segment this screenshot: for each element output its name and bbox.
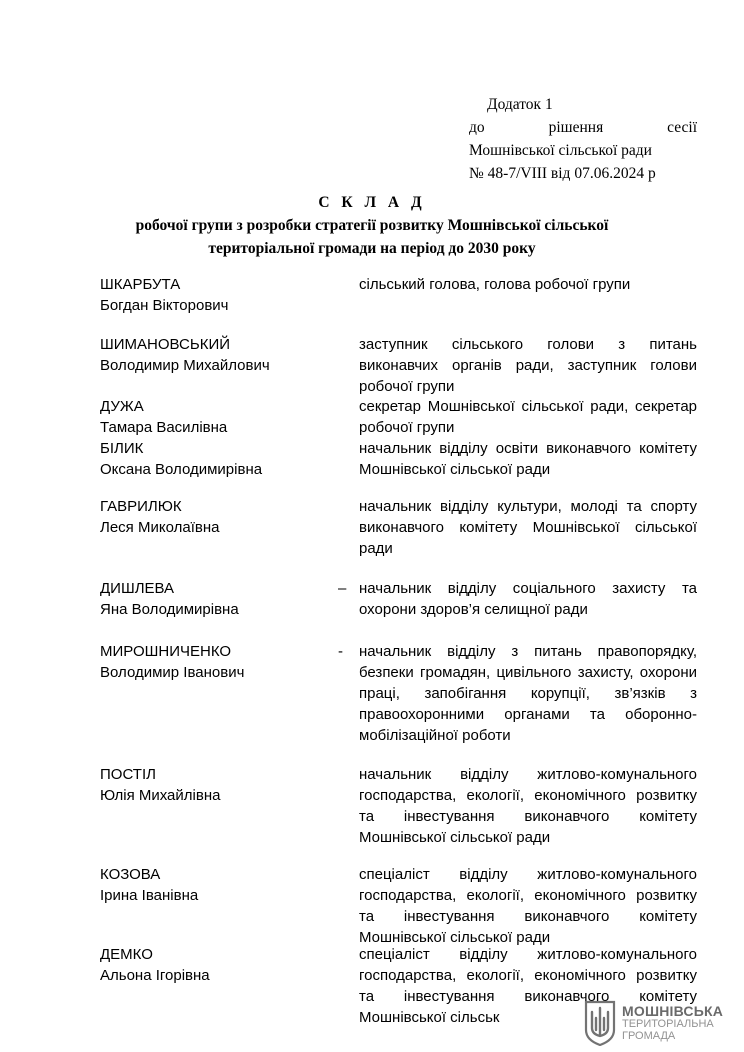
member-given-name: Володимир Іванович [100, 664, 245, 681]
member-name [100, 641, 335, 683]
member-dash: – [338, 580, 347, 597]
member-surname: ШКАРБУТА [100, 276, 181, 293]
member-surname: ПОСТІЛ [100, 766, 156, 783]
addendum-block [469, 93, 697, 185]
watermark-line-2: ТЕРИТОРІАЛЬНА [622, 1018, 714, 1030]
member-surname: ДИШЛЕВА [100, 580, 175, 597]
addendum-word: до [469, 119, 485, 136]
member-name [100, 864, 335, 906]
member-given-name: Ірина Іванівна [100, 887, 199, 904]
member-name [100, 764, 335, 806]
member-role: начальник відділу житлово-комунального господарства, екології, економічного розвитку та інвестування виконавчого комітету Мошнівської сільської ради [359, 766, 697, 846]
member-given-name: Тамара Василівна [100, 419, 228, 436]
member-surname: БІЛИК [100, 440, 144, 457]
addendum-word: рішення [548, 119, 604, 136]
member-name [100, 944, 335, 986]
member-role: начальник відділу культури, молоді та спорту виконавчого комітету Мошнівської сільської ради [359, 498, 697, 557]
member-surname: КОЗОВА [100, 866, 161, 883]
addendum-line-2 [469, 116, 697, 139]
document-heading [40, 191, 704, 260]
member-role: начальник відділу освіти виконавчого комітету Мошнівської сільської ради [359, 440, 697, 478]
member-given-name: Леся Миколаївна [100, 519, 220, 536]
document-title: С К Л А Д [318, 194, 426, 211]
member-surname: ГАВРИЛЮК [100, 498, 182, 515]
member-name [100, 578, 335, 620]
member-role: начальник відділу соціального захисту та охорони здоров’я селищної ради [359, 580, 697, 618]
member-given-name: Юлія Михайлівна [100, 787, 221, 804]
member-role: секретар Мошнівської сільської ради, секретар робочої групи [359, 398, 697, 436]
addendum-title: Додаток 1 [487, 96, 553, 113]
member-given-name: Яна Володимирівна [100, 601, 239, 618]
document-subtitle-line-1: робочої групи з розробки стратегії розвитку Мошнівської сільської [135, 217, 609, 234]
member-given-name: Альона Ігорівна [100, 967, 210, 984]
addendum-word: сесії [667, 119, 697, 136]
member-role: начальник відділу з питань правопорядку, безпеки громадян, цивільного захисту, охорони праці, запобігання корупції, зв’язків з правоохоронними органами та оборонно-мобілізаційної роботи [359, 643, 697, 744]
member-name [100, 438, 335, 480]
member-role: спеціаліст відділу житлово-комунального господарства, екології, економічного розвитку та інвестування виконавчого комітету Мошнівської сільськ [359, 946, 697, 1026]
community-watermark-logo [583, 998, 733, 1048]
member-surname: МИРОШНИЧЕНКО [100, 643, 232, 660]
member-role: заступник сільського голови з питань виконавчих органів ради, заступник голови робочої групи [359, 336, 697, 395]
watermark-text [622, 1004, 723, 1042]
document-subtitle-line-2: територіальної громади на період до 2030 року [208, 240, 536, 257]
member-role: спеціаліст відділу житлово-комунального господарства, екології, економічного розвитку та інвестування виконавчого комітету Мошнівської сільської ради [359, 866, 697, 946]
member-surname: ШИМАНОВСЬКИЙ [100, 336, 231, 353]
addendum-council: Мошнівської сільської ради [469, 142, 652, 159]
watermark-line-3: ГРОМАДА [622, 1030, 676, 1042]
member-name [100, 334, 335, 376]
member-given-name: Богдан Вікторович [100, 297, 229, 314]
member-given-name: Оксана Володимирівна [100, 461, 263, 478]
member-given-name: Володимир Михайлович [100, 357, 270, 374]
member-surname: ДУЖА [100, 398, 144, 415]
member-name [100, 396, 335, 438]
trident-emblem-icon [583, 1000, 617, 1046]
member-dash: - [338, 643, 343, 660]
member-name [100, 274, 335, 316]
addendum-decision-number: № 48-7/VIII від 07.06.2024 р [469, 165, 656, 182]
member-surname: ДЕМКО [100, 946, 153, 963]
member-role: сільський голова, голова робочої групи [359, 276, 631, 293]
member-name [100, 496, 335, 538]
watermark-line-1: МОШНІВСЬКА [622, 1003, 724, 1019]
